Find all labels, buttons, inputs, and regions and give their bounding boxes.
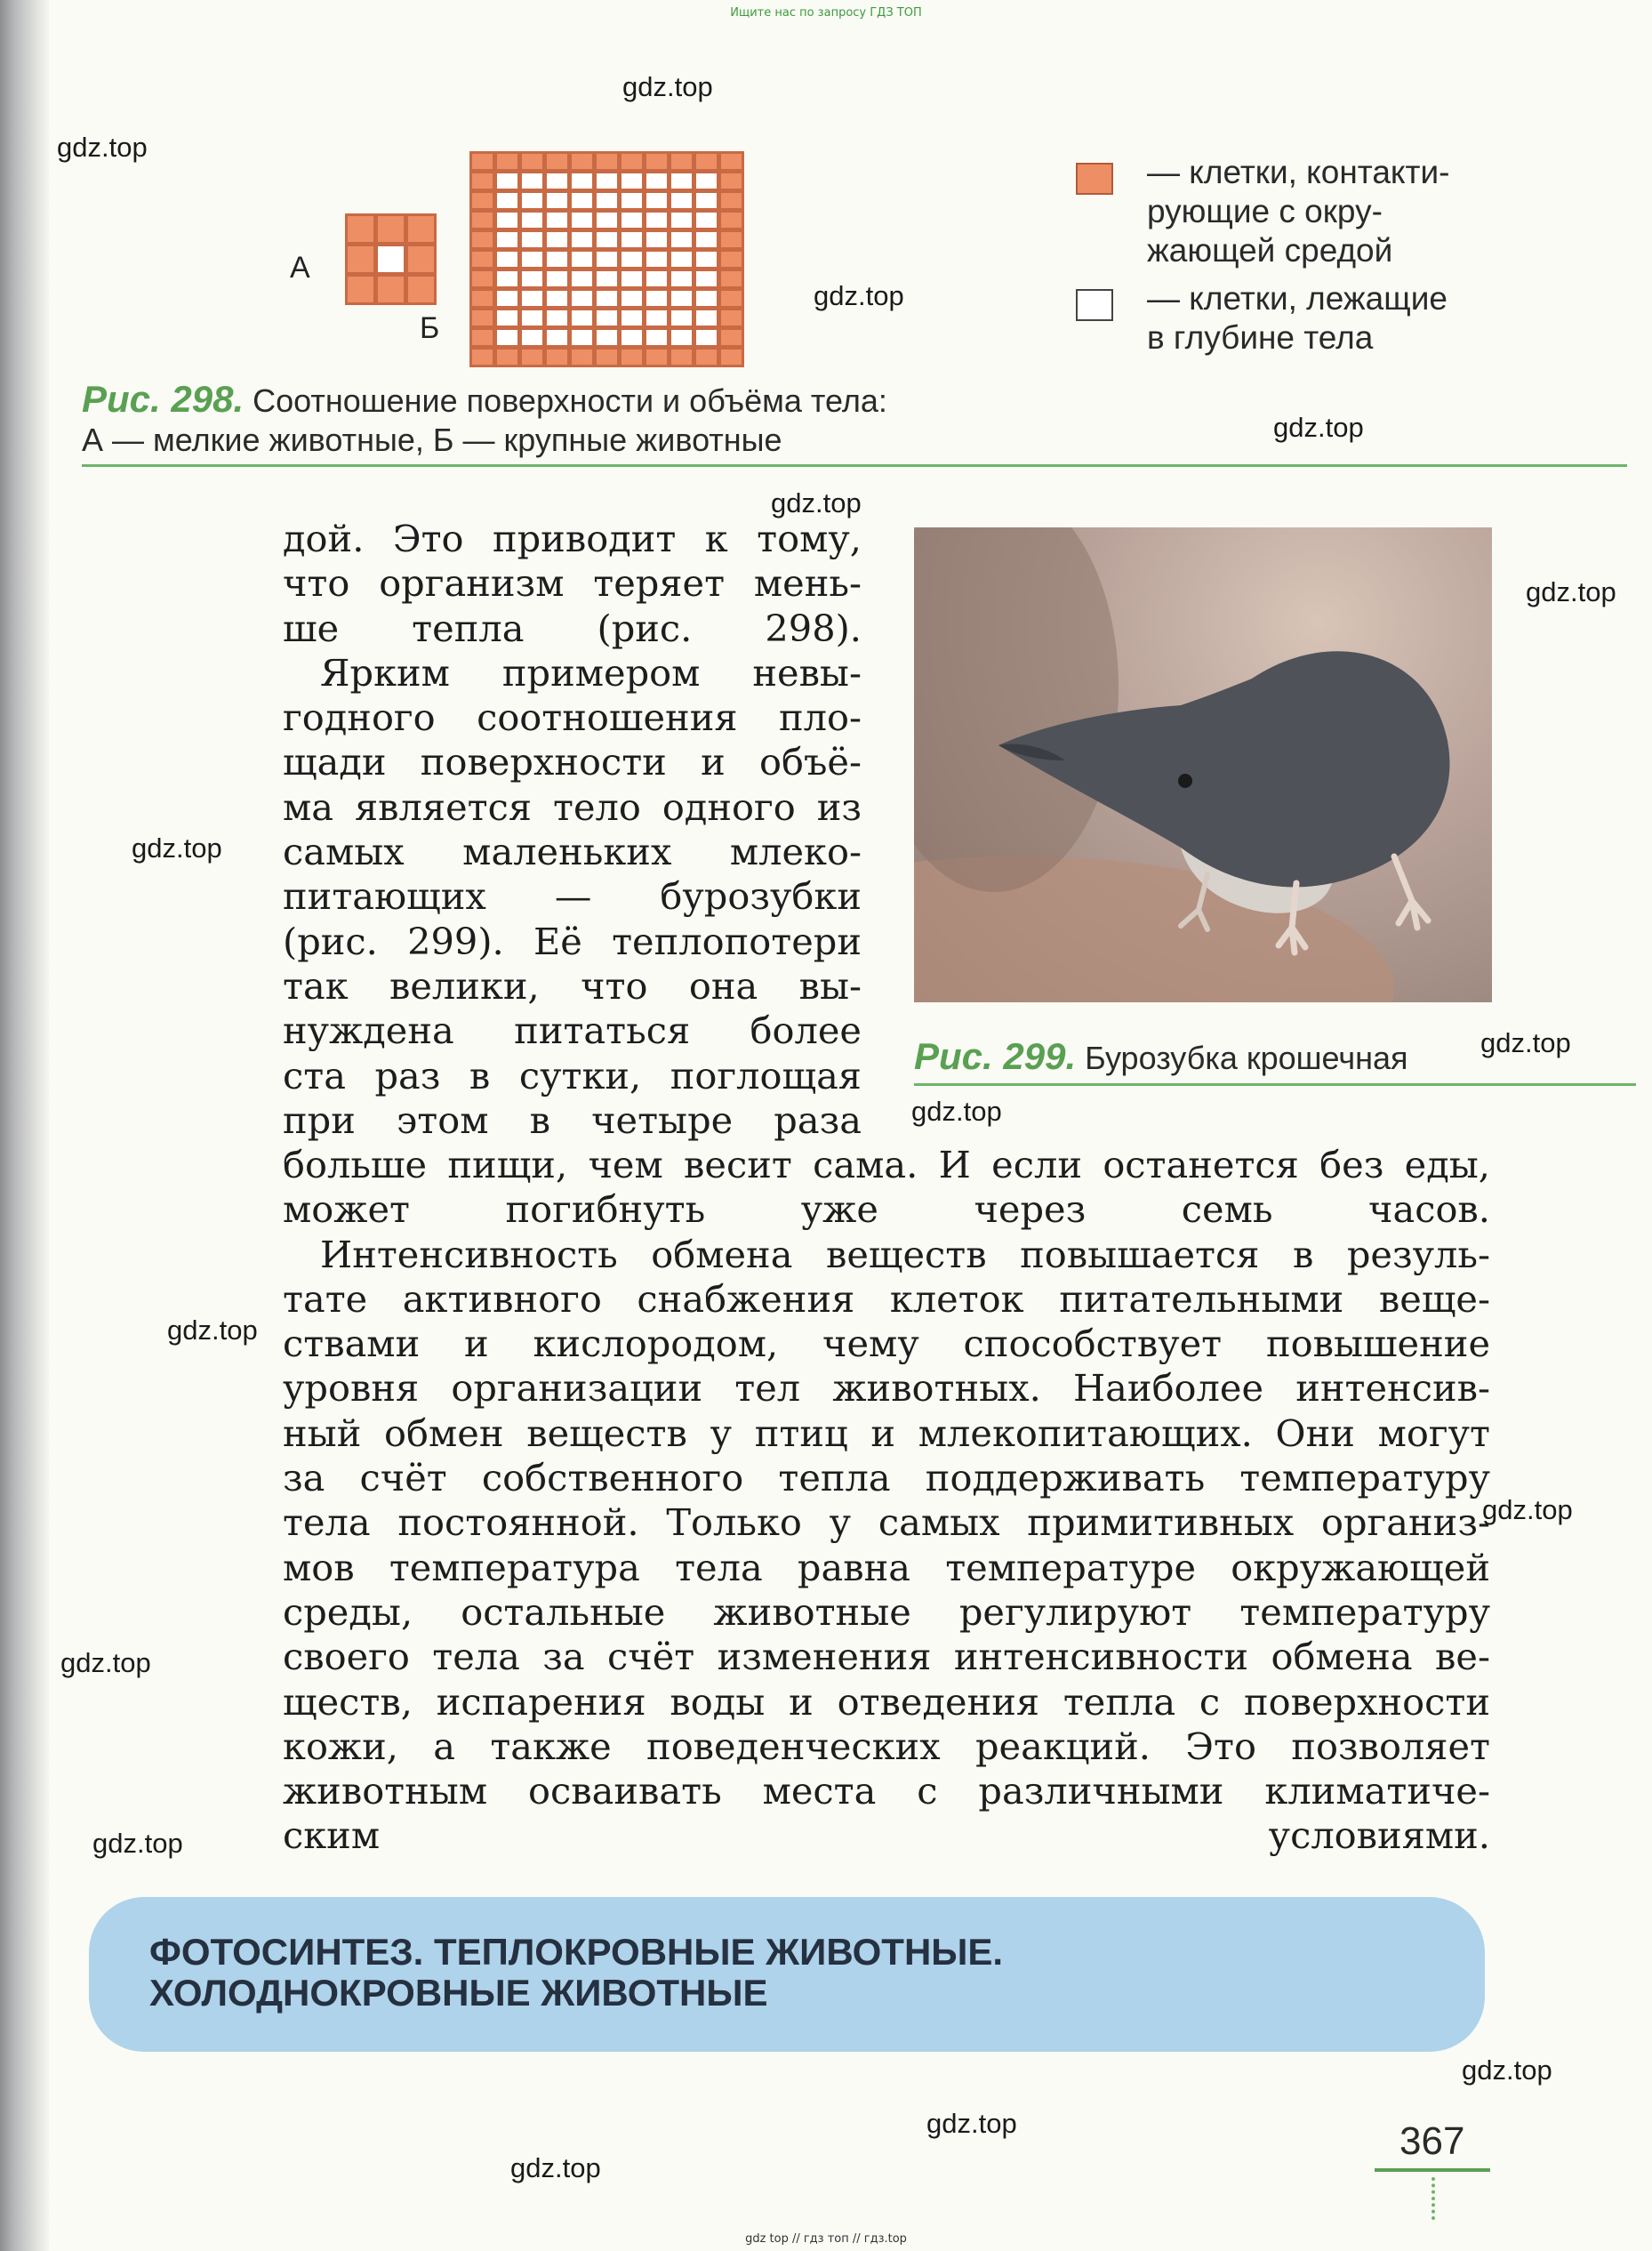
legend-deep-text: — клетки, лежащие в глубине тела <box>1147 280 1448 356</box>
deep-cell <box>695 192 718 209</box>
contact-cell <box>720 349 742 366</box>
deep-cell <box>546 251 568 268</box>
deep-cell <box>695 251 718 268</box>
contact-cell <box>720 310 742 326</box>
text-line: что организм теряет мень- <box>283 561 862 606</box>
deep-cell <box>496 251 518 268</box>
legend-deep-swatch <box>1076 289 1113 321</box>
deep-cell <box>695 310 718 326</box>
deep-cell <box>546 231 568 248</box>
contact-cell <box>596 349 618 366</box>
contact-cell <box>471 212 493 229</box>
small-animal-cell-grid <box>345 213 437 305</box>
next-section-title: ФОТОСИНТЕЗ. ТЕПЛОКРОВНЫЕ ЖИВОТНЫЕ. ХОЛОДНОКРОВНЫЕ ЖИВОТНЫЕ <box>149 1931 1004 2014</box>
deep-cell <box>521 173 543 189</box>
contact-cell <box>546 153 568 170</box>
watermark: gdz.top <box>167 1314 258 1346</box>
deep-cell <box>695 270 718 287</box>
deep-cell <box>695 290 718 307</box>
deep-cell <box>521 212 543 229</box>
deep-cell <box>521 329 543 346</box>
contact-cell <box>720 231 742 248</box>
deep-cell <box>646 270 668 287</box>
contact-cell <box>646 349 668 366</box>
deep-cell <box>571 173 593 189</box>
figure-299-label: Рис. 299. <box>914 1035 1077 1077</box>
contact-cell <box>407 276 435 303</box>
deep-cell <box>596 329 618 346</box>
deep-cell <box>646 212 668 229</box>
contact-cell <box>720 251 742 268</box>
deep-cell <box>521 270 543 287</box>
watermark: gdz.top <box>92 1828 183 1859</box>
watermark: gdz.top <box>771 487 862 519</box>
text-line: тела постоянной. Только у самых примитивных организ- <box>283 1500 1490 1545</box>
deep-cell <box>571 231 593 248</box>
watermark: gdz.top <box>1273 412 1364 443</box>
watermark: gdz.top <box>814 280 904 311</box>
contact-cell <box>471 192 493 209</box>
contact-cell <box>347 245 374 273</box>
figure-298-label: Рис. 298. <box>82 378 245 420</box>
deep-cell <box>521 290 543 307</box>
contact-cell <box>596 153 618 170</box>
deep-cell <box>596 212 618 229</box>
deep-cell <box>596 251 618 268</box>
deep-cell <box>496 270 518 287</box>
contact-cell <box>571 349 593 366</box>
deep-cell <box>521 231 543 248</box>
text-line: уровня организации тел животных. Наиболее интенсив- <box>283 1366 1490 1411</box>
contact-cell <box>471 329 493 346</box>
deep-cell <box>621 270 643 287</box>
contact-cell <box>720 290 742 307</box>
watermark: gdz.top <box>1480 1027 1571 1058</box>
figure-299-caption <box>914 1035 1408 1078</box>
text-line: тате активного снабжения клеток питательными веще- <box>283 1276 1490 1321</box>
text-line: ствами и кислородом, чему способствует повышение <box>283 1322 1490 1366</box>
watermark: gdz.top <box>1526 576 1616 607</box>
deep-cell <box>670 212 693 229</box>
text-line: ма является тело одного из <box>283 784 862 829</box>
contact-cell <box>471 251 493 268</box>
contact-cell <box>521 153 543 170</box>
contact-cell <box>471 310 493 326</box>
deep-cell <box>496 329 518 346</box>
text-line: кожи, а также поведенческих реакций. Это позволяет <box>283 1724 1490 1768</box>
text-line: дой. Это приводит к тому, <box>283 517 862 560</box>
text-line: может погибнуть уже через семь часов. <box>283 1187 1490 1232</box>
watermark: gdz.top <box>510 2152 601 2183</box>
text-line: Интенсивность обмена веществ повышается в резуль- <box>320 1232 1490 1276</box>
watermark: gdz.top <box>911 1096 1002 1127</box>
text-line: при этом в четыре раза <box>283 1097 862 1142</box>
figure-298-caption-line2: А — мелкие животные, Б — крупные животные <box>82 422 782 458</box>
deep-cell <box>670 231 693 248</box>
deep-cell <box>546 310 568 326</box>
legend-contact-text: — клетки, контакти- рующие с окру- жающей средой <box>1147 154 1450 269</box>
shrew-illustration <box>914 527 1492 1002</box>
text-line: ществ, испарения воды и отведения тепла с поверхности <box>283 1679 1490 1724</box>
top-search-banner: Ищите нас по запросу ГДЗ ТОП <box>730 6 922 20</box>
watermark: gdz.top <box>1462 2054 1552 2086</box>
deep-cell <box>670 270 693 287</box>
contact-cell <box>621 349 643 366</box>
contact-cell <box>720 173 742 189</box>
text-line: ный обмен веществ у птиц и млекопитающих. Они могут <box>283 1411 1490 1455</box>
deep-cell <box>670 310 693 326</box>
text-line: нуждена питаться более <box>283 1009 862 1053</box>
contact-cell <box>471 290 493 307</box>
contact-cell <box>521 349 543 366</box>
contact-cell <box>546 349 568 366</box>
contact-cell <box>695 153 718 170</box>
deep-cell <box>621 329 643 346</box>
contact-cell <box>407 245 435 273</box>
contact-cell <box>720 153 742 170</box>
contact-cell <box>471 270 493 287</box>
contact-cell <box>720 212 742 229</box>
figure-299-caption-text: Бурозубка крошечная <box>1085 1040 1408 1076</box>
text-line: ше тепла (рис. 298). <box>283 606 862 650</box>
figure-298-caption-line1: Соотношение поверхности и объёма тела: <box>253 382 887 419</box>
deep-cell <box>496 290 518 307</box>
deep-cell <box>695 173 718 189</box>
deep-cell <box>546 270 568 287</box>
text-line: Ярким примером невы- <box>320 650 862 695</box>
deep-cell <box>621 251 643 268</box>
deep-cell <box>695 231 718 248</box>
watermark: gdz.top <box>57 132 148 163</box>
deep-cell <box>621 212 643 229</box>
text-line: питающих — бурозубки <box>283 874 862 919</box>
page-binding-shadow <box>0 0 49 2251</box>
deep-cell <box>571 310 593 326</box>
contact-cell <box>670 349 693 366</box>
page-number: 367 <box>1399 2119 1465 2163</box>
contact-cell <box>471 153 493 170</box>
deep-cell <box>621 192 643 209</box>
contact-cell <box>695 349 718 366</box>
text-line: годного соотношения пло- <box>283 695 862 740</box>
label-b: Б <box>420 311 440 345</box>
contact-cell <box>720 270 742 287</box>
bottom-banner: gdz top // гдз топ // гдз.top <box>745 2232 907 2246</box>
figure-298-caption <box>82 378 887 421</box>
deep-cell <box>596 290 618 307</box>
contact-cell <box>471 173 493 189</box>
deep-cell <box>695 212 718 229</box>
text-line: щади поверхности и объё- <box>283 740 862 784</box>
deep-cell <box>646 192 668 209</box>
deep-cell <box>670 290 693 307</box>
deep-cell <box>621 173 643 189</box>
deep-cell <box>596 192 618 209</box>
contact-cell <box>496 349 518 366</box>
deep-cell <box>670 192 693 209</box>
watermark: gdz.top <box>1482 1494 1573 1525</box>
contact-cell <box>670 153 693 170</box>
deep-cell <box>596 173 618 189</box>
legend-contact-swatch <box>1076 163 1113 195</box>
deep-cell <box>546 173 568 189</box>
deep-cell <box>377 245 405 273</box>
text-line: мов температура тела равна температуре окружающей <box>283 1545 1490 1589</box>
deep-cell <box>646 310 668 326</box>
deep-cell <box>546 329 568 346</box>
page-number-dots <box>1431 2177 1435 2220</box>
text-line: среды, остальные животные регулируют температуру <box>283 1589 1490 1634</box>
contact-cell <box>646 153 668 170</box>
page-number-rule <box>1375 2168 1490 2172</box>
large-animal-cell-grid <box>469 151 744 367</box>
contact-cell <box>471 231 493 248</box>
watermark: gdz.top <box>60 1647 151 1678</box>
deep-cell <box>646 231 668 248</box>
deep-cell <box>596 231 618 248</box>
deep-cell <box>496 231 518 248</box>
contact-cell <box>407 215 435 243</box>
deep-cell <box>646 251 668 268</box>
deep-cell <box>596 270 618 287</box>
body-text-wide <box>283 1143 1490 1859</box>
body-text-narrow <box>283 517 862 1143</box>
deep-cell <box>496 192 518 209</box>
shrew-photo <box>914 527 1492 1002</box>
watermark: gdz.top <box>926 2108 1017 2139</box>
contact-cell <box>347 276 374 303</box>
contact-cell <box>571 153 593 170</box>
deep-cell <box>670 173 693 189</box>
deep-cell <box>646 329 668 346</box>
deep-cell <box>670 329 693 346</box>
deep-cell <box>571 329 593 346</box>
text-line: самых маленьких млеко- <box>283 830 862 874</box>
deep-cell <box>571 192 593 209</box>
text-line: (рис. 299). Её теплопотери <box>283 919 862 963</box>
figure-299-rule <box>914 1083 1636 1086</box>
deep-cell <box>596 310 618 326</box>
deep-cell <box>496 310 518 326</box>
deep-cell <box>546 212 568 229</box>
deep-cell <box>546 290 568 307</box>
contact-cell <box>377 215 405 243</box>
text-line: ским условиями. <box>283 1813 1490 1858</box>
deep-cell <box>670 251 693 268</box>
contact-cell <box>720 329 742 346</box>
watermark: gdz.top <box>622 71 713 102</box>
section-divider <box>82 464 1627 467</box>
deep-cell <box>496 173 518 189</box>
deep-cell <box>621 310 643 326</box>
deep-cell <box>571 290 593 307</box>
text-line: своего тела за счёт изменения интенсивности обмена ве- <box>283 1635 1490 1679</box>
text-line: так велики, что она вы- <box>283 963 862 1008</box>
deep-cell <box>521 310 543 326</box>
watermark: gdz.top <box>132 832 222 864</box>
deep-cell <box>571 212 593 229</box>
deep-cell <box>571 270 593 287</box>
deep-cell <box>621 290 643 307</box>
deep-cell <box>521 192 543 209</box>
deep-cell <box>496 212 518 229</box>
contact-cell <box>471 349 493 366</box>
text-line: животным осваивать места с различными климатиче- <box>283 1769 1490 1813</box>
text-line: за счёт собственного тепла поддерживать температуру <box>283 1456 1490 1500</box>
contact-cell <box>347 215 374 243</box>
deep-cell <box>646 173 668 189</box>
contact-cell <box>720 192 742 209</box>
text-line: ста раз в сутки, поглощая <box>283 1053 862 1097</box>
deep-cell <box>695 329 718 346</box>
deep-cell <box>571 251 593 268</box>
text-line: больше пищи, чем весит сама. И если останется без еды, <box>283 1143 1490 1186</box>
contact-cell <box>621 153 643 170</box>
deep-cell <box>646 290 668 307</box>
deep-cell <box>546 192 568 209</box>
deep-cell <box>621 231 643 248</box>
contact-cell <box>496 153 518 170</box>
contact-cell <box>377 276 405 303</box>
label-a: А <box>290 251 310 285</box>
deep-cell <box>521 251 543 268</box>
